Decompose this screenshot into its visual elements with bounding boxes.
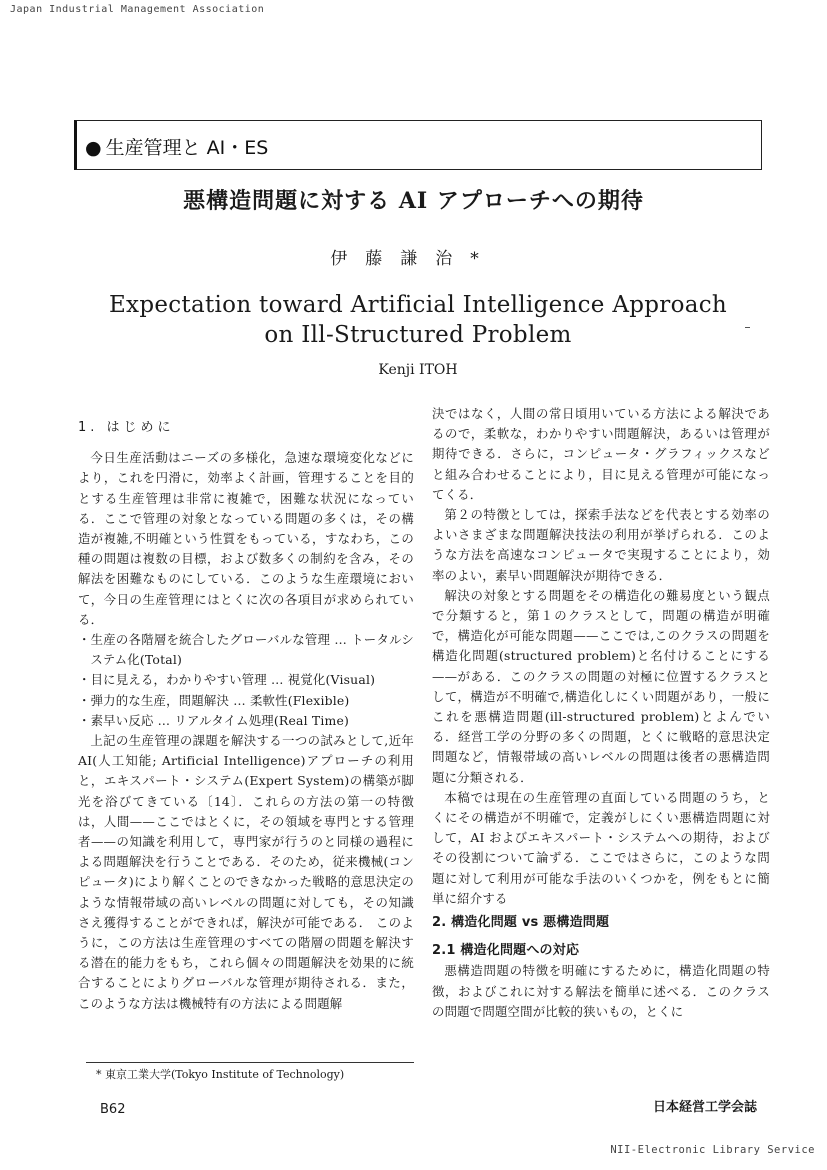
author-english: Kenji ITOH [378, 362, 458, 378]
right-column [432, 404, 770, 1022]
heading-introduction: 1. はじめに [78, 420, 175, 435]
bullet-item: ・生産の各階層を統合したグローバルな管理 … トータルシステム化(Total) [78, 632, 414, 668]
title-english-line2: on Ill-Structured Problem [264, 322, 572, 348]
margin-mark [745, 327, 750, 328]
heading-section-2: 2. 構造化問題 vs 悪構造問題 [432, 915, 610, 931]
paragraph: 本稿では現在の生産管理の直面している問題のうち，とくにその構造が不明確で，定義がしにくい悪構造問題に対して，AI およびエキスパート・システムへの期待，およびその役割について論ずる．ここではさらに，このような問題に対して利用が可能な手法のいくつかを，例をもとに簡単に紹介する [432, 789, 770, 906]
bullet-item: ・目に見える，わかりやすい管理 … 視覚化(Visual) [78, 672, 376, 688]
footnote-affiliation: * 東京工業大学(Tokyo Institute of Technology) [96, 1068, 345, 1081]
association-header: Japan Industrial Management Association [10, 4, 265, 15]
section-label: 生産管理と AI・ES [105, 137, 269, 159]
paragraph: 解決の対象とする問題をその構造化の難易度という観点で分類すると，第１のクラスとして，問題の構造が明確で，構造化が可能な問題——ここでは,このクラスの問題を構造化問題(structured problem)と名付けることにする——がある．このクラスの問題の対極に位置するクラスとして，構造が不明確で,構造化しにくい問題があり，一般にこれを悪構造問題(ill-structured problem)とよんでいる．経営工学の分野の多くの問題，とくに戦略的意思決定問題など，情報帯域の高いレベルの問題は後者の悪構造問題に分類される． [432, 587, 770, 785]
title-english-line1: Expectation toward Artificial Intelligence Approach [108, 292, 728, 318]
paragraph: 悪構造問題の特徴を明確にするために，構造化問題の特徴，およびこれに対する解法を簡単に述べる．このクラスの問題で問題空間が比較的狭いもの，とくに [432, 963, 770, 1019]
title-japanese: 悪構造問題に対する AI アプローチへの期待 [183, 188, 644, 214]
heading-section-2-1: 2.1 構造化問題への対応 [432, 943, 580, 959]
paragraph: 上記の生産管理の課題を解決する一つの試みとして,近年 AI(人工知能; Artificial Intelligence)アプローチの利用と，エキスパート・システム(Expert System)の構築が脚光を浴びてきている〔14〕．これらの方法の第一の特徴は，人間——ここではとくに，その領域を専門とする管理者——の知識を利用して，専門家が行うのと同様の過程による問題解決を行うことである．そのため，従来機械(コンピュータ)により解くことのできなかった戦略的意思決定のような情報帯域の高いレベルの問題に対しても，その知識さえ獲得することができれば，解決が可能である． このように，この方法は生産管理のすべての階層の問題を解決する潜在的能力をもち，これら個々の問題解決を効果的に統合することによりグローバルな管理が期待される．また，このような方法は機械特有の方法による問題解 [78, 733, 414, 1011]
footnote-divider [86, 1062, 414, 1063]
page-number: B62 [100, 1102, 126, 1117]
bullet-item: ・素早い反応 … リアルタイム処理(Real Time) [78, 712, 350, 728]
section-heading [85, 133, 268, 160]
author-japanese: 伊藤謙治* [330, 249, 497, 269]
section-heading-box [74, 120, 762, 170]
journal-name: 日本経営工学会誌 [652, 1100, 757, 1115]
paragraph: 決ではなく，人間の常日頃用いている方法による解決であるので，柔軟な，わかりやすい問題解決，あるいは管理が期待できる．さらに，コンピュータ・グラフィックスなどと組み合わせることにより，目に見える管理が可能になってくる． [432, 406, 770, 502]
paragraph: 第２の特徴としては，探索手法などを代表とする効率のよいさまざまな問題解決技法の利用が挙げられる．このような方法を高速なコンピュータで実現することにより，効率のよい，素早い問題解決が期待できる． [432, 507, 770, 583]
bullet-icon: ● [85, 137, 102, 159]
service-footer: NII-Electronic Library Service [610, 1144, 815, 1156]
paragraph: 今日生産活動はニーズの多様化，急速な環境変化などにより，これを円滑に，効率よく計画，管理することを目的とする生産管理は非常に複雑で，困難な状況になっている．ここで管理の対象となっている問題の多くは，その構造が複雑,不明確という性質をもっている，すなわち，この種の問題は複数の目標，および数多くの制約を含み，その解法を困難なものにしている．このような生産環境において，今日の生産管理にはとくに次の各項目が求められている． [78, 450, 414, 627]
left-column [78, 404, 414, 1014]
bullet-item: ・弾力的な生産，問題解決 … 柔軟性(Flexible) [78, 692, 350, 708]
